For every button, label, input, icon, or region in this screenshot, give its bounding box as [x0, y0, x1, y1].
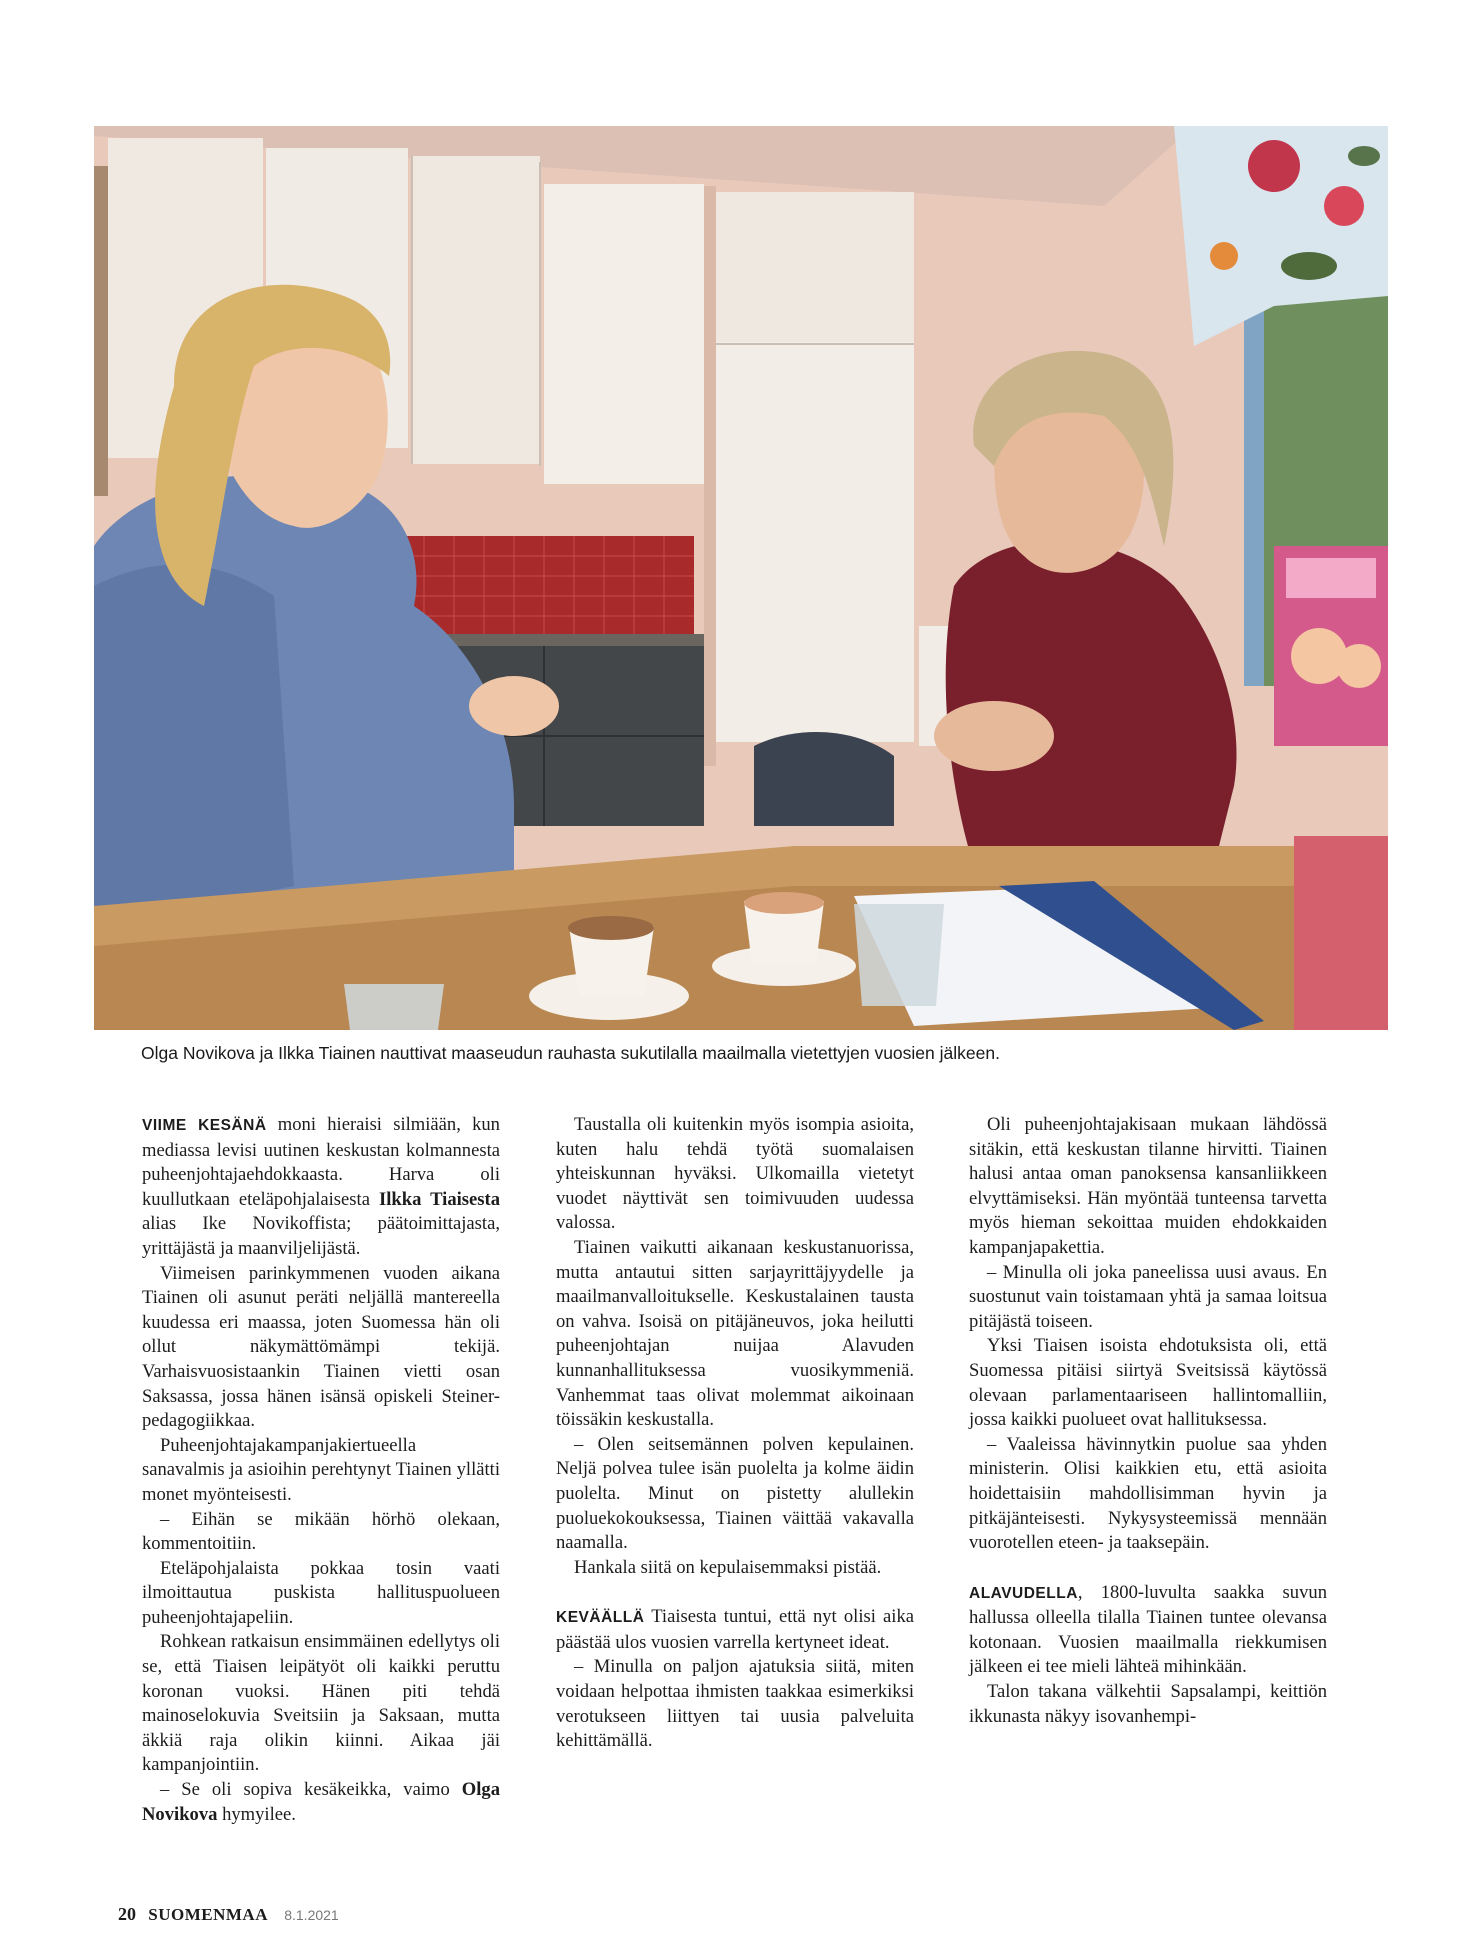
body-text: hymyilee.: [217, 1803, 296, 1825]
article-paragraph: [969, 1581, 1327, 1680]
article-paragraph: [142, 1778, 500, 1827]
body-text: Viimeisen parinkymmenen vuoden aikana Tiainen oli asunut peräti neljällä mantereella kuudessa eri maassa, joten Suomessa hän oli ollut näkymättömämpi tekijä. Varhaisvuosistaankin Tiainen vietti osan Saksassa, jossa hänen isänsä opiskeli Steiner-pedagogiikkaa.: [142, 1262, 500, 1432]
body-text: Taustalla oli kuitenkin myös isompia asioita, kuten halu tehdä työtä suomalaisen yhteiskunnan hyväksi. Ulkomailla vietetyt vuodet näyttivät sen toimivuuden uudessa valossa.: [556, 1114, 914, 1234]
body-text: – Se oli sopiva kesäkeikka, vaimo: [160, 1779, 462, 1801]
section-kicker: KEVÄÄLLÄ: [556, 1609, 645, 1627]
section-kicker: VIIME KESÄNÄ: [142, 1117, 267, 1134]
body-text: Tiaisesta tuntui, että nyt olisi aika päästää ulos vuosien varrella kertyneet ideat.: [556, 1606, 914, 1653]
body-text: Eteläpohjalaista pokkaa tosin vaati ilmoittautua puskista hallituspuolueen puheenjohtajapeliin.: [142, 1557, 500, 1628]
article-paragraph: [556, 1433, 914, 1556]
article-paragraph: [142, 1262, 500, 1434]
body-text: – Minulla on paljon ajatuksia siitä, miten voidaan helpottaa ihmisten taakkaa esimerkiksi verotukseen liittyen tai uusia palveluita kehittämällä.: [556, 1656, 914, 1752]
body-text: Puheenjohtajakampanjakiertueella sanavalmis ja asioihin perehtynyt Tiainen yllätti monet myönteisesti.: [142, 1434, 500, 1505]
body-text: moni hieraisi silmiään, kun mediassa levisi uutinen keskustan kolmannesta puheenjohtajaehdokkaasta. Harva oli kuullutkaan eteläpohjalaisesta: [142, 1114, 500, 1210]
body-text: alias Ike Novikoffista; päätoimittajasta, yrittäjästä ja maanviljelijästä.: [142, 1213, 500, 1259]
article-paragraph: [142, 1630, 500, 1778]
body-text: Tiainen vaikutti aikanaan keskustanuorissa, mutta antautui sitten sarjayrittäjyydelle ja maailmanvalloitukselle. Keskustalainen tausta on vahva. Isoisä on pitäjäneuvos, joka heilutti puheenjohtajan nuijaa Alavuden kunnanhallituksessa vuosikymmeniä. Vanhemmat taas olivat molemmat aikoinaan töissäkin keskustalla.: [556, 1236, 914, 1431]
person-name: Olga Novikova: [142, 1779, 500, 1825]
article-column-3: [969, 1113, 1327, 1729]
magazine-name: SUOMENMAA: [148, 1905, 268, 1924]
article-paragraph: [142, 1113, 500, 1262]
article-paragraph: [556, 1556, 914, 1581]
body-text: – Vaaleissa hävinnytkin puolue saa yhden ministerin. Olisi kaikkien etu, että asioita hoidettaisiin mahdollisimman hyvin ja pitkäjänteisesti. Nykysysteemissä mennään vuorotellen eteen- ja taaksepäin.: [969, 1433, 1327, 1554]
article-paragraph: [556, 1113, 914, 1236]
body-text: Yksi Tiaisen isoista ehdotuksista oli, että Suomessa pitäisi siirtyä Sveitsissä käytössä olevaan parlamentaariseen hallintomalliin, jossa kaikki puolueet ovat hallituksessa.: [969, 1335, 1327, 1431]
body-text: – Olen seitsemännen polven kepulainen. Neljä polvea tulee isän puolelta ja kolme äidin puolelta. Minut on pistetty alullekin puoluekokouksessa, Tiainen väittää vakavalla naamalla.: [556, 1433, 914, 1554]
article-paragraph: [969, 1261, 1327, 1335]
article-paragraph: [969, 1334, 1327, 1432]
body-text: Oli puheenjohtajakisaan mukaan lähdössä sitäkin, että keskustan tilanne hirvitti. Tiainen halusi antaa oman panoksensa kansanliikkeen elvyttämiseksi. Hän myöntää tunteensa tarvetta myös hieman sekoittaa muiden ehdokkaiden kampanjapakettia.: [969, 1114, 1327, 1258]
body-text: – Eihän se mikään hörhö olekaan, kommentoitiin.: [142, 1508, 500, 1555]
page-number: 20: [118, 1904, 136, 1924]
article-paragraph: [556, 1655, 914, 1753]
section-kicker: ALAVUDELLA: [969, 1584, 1078, 1602]
body-text: – Minulla oli joka paneelissa uusi avaus. En suostunut vain toistamaan yhtä ja samaa loitsua pitäjästä toiseen.: [969, 1261, 1327, 1332]
article-paragraph: [142, 1434, 500, 1508]
person-name: Ilkka Tiaisesta: [379, 1188, 500, 1210]
article-paragraph: [556, 1605, 914, 1655]
photo-caption: Olga Novikova ja Ilkka Tiainen nauttivat maaseudun rauhasta sukutilalla maailmalla vietettyjen vuosien jälkeen.: [141, 1043, 1000, 1063]
article-paragraph: [142, 1557, 500, 1631]
article-paragraph: [142, 1508, 500, 1557]
article-photo: [94, 126, 1388, 1030]
body-text: Talon takana välkehtii Sapsalampi, keittiön ikkunasta näkyy isovanhempi-: [969, 1681, 1327, 1727]
article-column-1: [142, 1113, 500, 1827]
body-text: Hankala siitä on kepulaisemmaksi pistää.: [574, 1556, 882, 1578]
issue-date: 8.1.2021: [284, 1907, 339, 1923]
body-text: Rohkean ratkaisun ensimmäinen edellytys oli se, että Tiaisen leipätyöt oli kaikki peruttu koronan vuoksi. Hänen piti tehdä mainoselokuvia Sveitsiin ja Saksaan, mutta äkkiä raja olikin kiinni. Aikaa jäi kampanjointiin.: [142, 1631, 500, 1776]
article-paragraph: [969, 1113, 1327, 1261]
article-paragraph: [969, 1680, 1327, 1729]
article-paragraph: [969, 1433, 1327, 1556]
body-text: , 1800-luvulta saakka suvun hallussa olleella tilalla Tiainen tuntee olevansa kotonaan. Vuosien maailmalla riekkumisen jälkeen ei tee mieli lähteä mihinkään.: [969, 1581, 1327, 1678]
article-column-2: [556, 1113, 914, 1754]
page-footer: [118, 1904, 339, 1925]
article-paragraph: [556, 1236, 914, 1433]
